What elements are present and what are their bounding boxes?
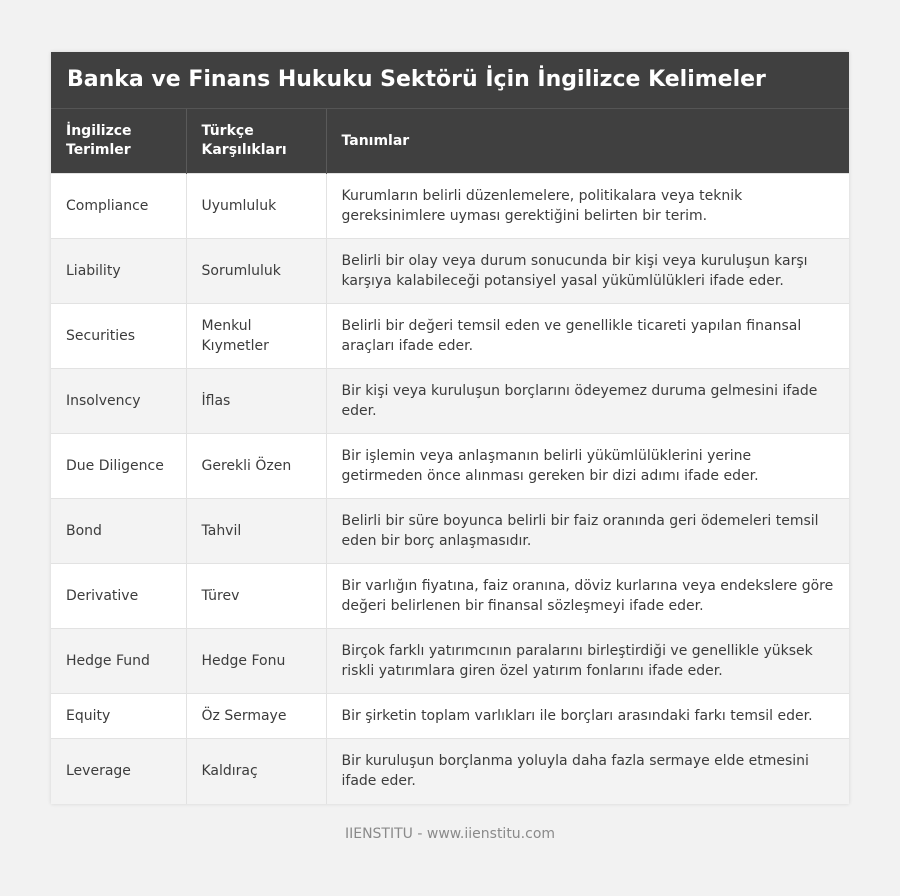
- table-row: [51, 369, 849, 434]
- header-english-terms: İngilizce Terimler: [51, 109, 186, 174]
- table-row: [51, 304, 849, 369]
- turkish-term: Sorumluluk: [186, 239, 326, 304]
- turkish-term: Tahvil: [186, 499, 326, 564]
- turkish-term: Menkul Kıymetler: [186, 304, 326, 369]
- turkish-term: İflas: [186, 369, 326, 434]
- table-row: [51, 434, 849, 499]
- terms-card: [51, 52, 849, 804]
- definition: Bir işlemin veya anlaşmanın belirli yükümlülüklerini yerine getirmeden önce alınması gereken bir dizi adımı ifade eder.: [326, 434, 849, 499]
- english-term: Equity: [51, 694, 186, 739]
- table-row: [51, 499, 849, 564]
- english-term: Liability: [51, 239, 186, 304]
- turkish-term: Türev: [186, 564, 326, 629]
- english-term: Securities: [51, 304, 186, 369]
- english-term: Due Diligence: [51, 434, 186, 499]
- table-header-row: [51, 109, 849, 174]
- turkish-term: Kaldıraç: [186, 739, 326, 804]
- definition: Belirli bir değeri temsil eden ve genellikle ticareti yapılan finansal araçları ifade eder.: [326, 304, 849, 369]
- footer-credit: IIENSTITU - www.iienstitu.com: [344, 826, 556, 842]
- header-definitions: Tanımlar: [326, 109, 849, 174]
- definition: Birçok farklı yatırımcının paralarını birleştirdiği ve genellikle yüksek riskli yatırımlara giren özel yatırım fonlarını ifade eder.: [326, 629, 849, 694]
- definition: Bir varlığın fiyatına, faiz oranına, döviz kurlarına veya endekslere göre değeri belirlenen bir finansal sözleşmeyi ifade eder.: [326, 564, 849, 629]
- turkish-term: Uyumluluk: [186, 174, 326, 239]
- english-term: Bond: [51, 499, 186, 564]
- definition: Bir kişi veya kuruluşun borçlarını ödeyemez duruma gelmesini ifade eder.: [326, 369, 849, 434]
- definition: Belirli bir süre boyunca belirli bir faiz oranında geri ödemeleri temsil eden bir borç anlaşmasıdır.: [326, 499, 849, 564]
- turkish-term: Gerekli Özen: [186, 434, 326, 499]
- table-row: [51, 694, 849, 739]
- english-term: Derivative: [51, 564, 186, 629]
- terms-table: [51, 109, 849, 804]
- english-term: Insolvency: [51, 369, 186, 434]
- header-turkish-equivalents: Türkçe Karşılıkları: [186, 109, 326, 174]
- definition: Bir kuruluşun borçlanma yoluyla daha fazla sermaye elde etmesini ifade eder.: [326, 739, 849, 804]
- definition: Kurumların belirli düzenlemelere, politikalara veya teknik gereksinimlere uyması gerektiğini belirten bir terim.: [326, 174, 849, 239]
- page-title: Banka ve Finans Hukuku Sektörü İçin İngilizce Kelimeler: [51, 52, 849, 109]
- definition: Belirli bir olay veya durum sonucunda bir kişi veya kuruluşun karşı karşıya kalabileceği potansiyel yasal yükümlülükleri ifade eder.: [326, 239, 849, 304]
- table-row: [51, 564, 849, 629]
- table-row: [51, 629, 849, 694]
- english-term: Compliance: [51, 174, 186, 239]
- definition: Bir şirketin toplam varlıkları ile borçları arasındaki farkı temsil eder.: [326, 694, 849, 739]
- table-row: [51, 739, 849, 804]
- turkish-term: Öz Sermaye: [186, 694, 326, 739]
- table-row: [51, 174, 849, 239]
- table-row: [51, 239, 849, 304]
- english-term: Leverage: [51, 739, 186, 804]
- turkish-term: Hedge Fonu: [186, 629, 326, 694]
- english-term: Hedge Fund: [51, 629, 186, 694]
